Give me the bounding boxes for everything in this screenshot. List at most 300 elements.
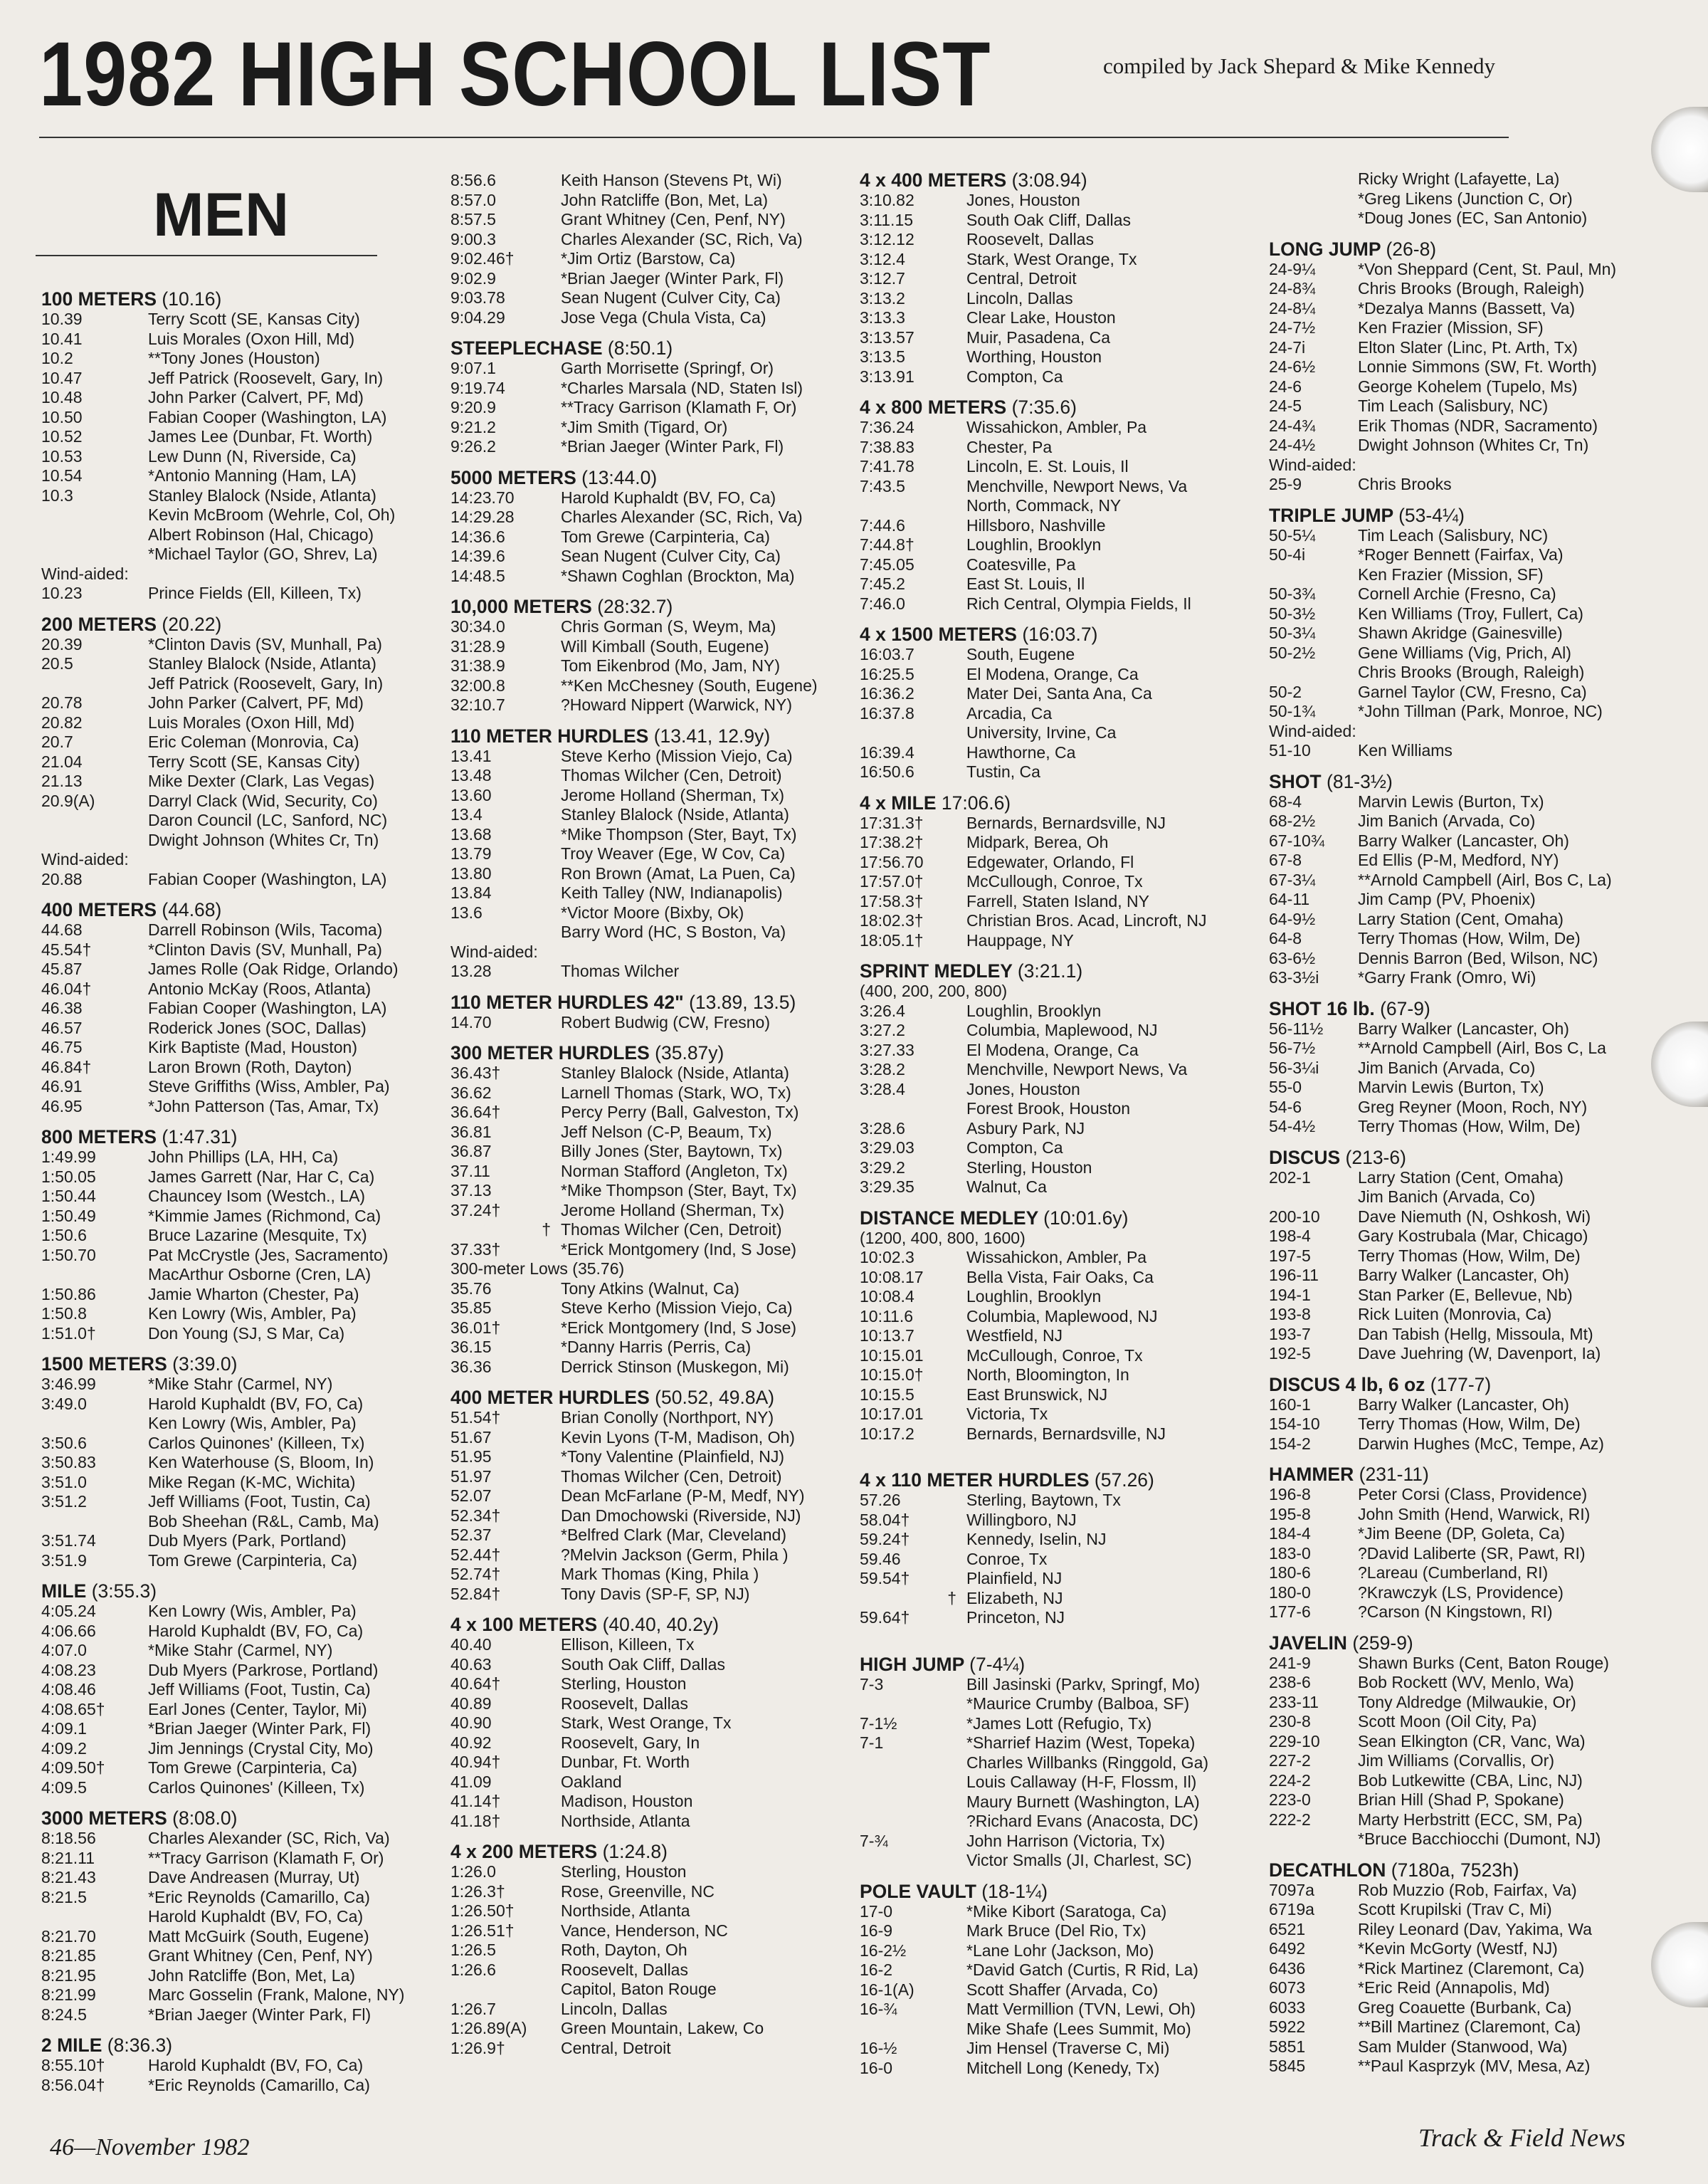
result-mark [41,505,148,525]
result-athlete: South Oak Cliff, Dallas [966,210,1131,229]
result-row [450,171,845,191]
result-athlete: Ed Ellis (P-M, Medford, NY) [1358,851,1559,869]
result-athlete: Keith Talley (NW, Indianapolis) [561,883,783,902]
event-standard: 17:06.6) [941,792,1011,814]
result-athlete: ?Howard Nippert (Warwick, NY) [561,695,793,714]
result-row [860,704,1258,724]
result-mark: 21.13 [41,772,83,790]
result-athlete: Jim Williams (Corvallis, Or) [1358,1751,1554,1770]
result-athlete: Keith Hanson (Stevens Pt, Wi) [561,171,782,189]
result-mark [860,1851,966,1871]
result-row [450,1358,845,1377]
result-mark: 233-11 [1269,1692,1319,1711]
result-row [860,1138,1258,1158]
result-row [1269,949,1682,969]
result-athlete: Thomas Wilcher (Cen, Detroit) [561,1220,782,1239]
result-row [1269,279,1682,299]
result-athlete: Albert Robinson (Hal, Chicago) [148,525,374,544]
result-row [1269,1920,1682,1940]
result-athlete [129,565,440,584]
result-row [860,347,1258,367]
result-mark: 51.95 [450,1447,492,1466]
column-2 [450,171,845,2058]
result-athlete: Dave Juehring (W, Davenport, Ia) [1358,1344,1601,1363]
result-athlete: *Charles Marsala (ND, Staten Isl) [561,378,803,397]
result-athlete: *Brian Jaeger (Winter Park, Fl) [561,268,784,288]
result-mark: 20.7 [41,733,73,751]
result-athlete: Tom Grewe (Carpinteria, Ca) [148,1550,357,1570]
result-athlete: Bruce Lazarine (Mesquite, Tx) [148,1226,367,1244]
result-row [860,743,1258,763]
result-mark: 50-2 [1269,682,1302,701]
result-row [450,1447,845,1467]
event-standard: (53-4¼) [1398,504,1465,526]
result-athlete: Northside, Atlanta [561,1811,690,1830]
result-row [860,1812,1258,1832]
result-mark: 44.68 [41,920,83,939]
result-athlete: Stark, West Orange, Tx [561,1713,732,1732]
result-mark: 10:15.5 [860,1385,914,1404]
result-row [450,1773,845,1792]
result-mark: 184-4 [1269,1524,1311,1543]
result-athlete: ?Carson (N Kingstown, RI) [1358,1602,1553,1621]
result-mark: 35.85 [450,1298,492,1317]
event-standard: (35.87y) [655,1042,724,1064]
result-row [860,2059,1258,2079]
result-row [450,786,845,806]
result-athlete: Westfield, NJ [966,1326,1063,1345]
result-athlete: **Arnold Campbell (Airl, Bos C, La) [1358,870,1612,889]
result-row [41,1167,440,1187]
result-mark: 59.54† [860,1569,910,1587]
result-mark: 40.89 [450,1694,492,1713]
result-mark: 229-10 [1269,1731,1320,1750]
compiled-by-credit: compiled by Jack Shepard & Mike Kennedy [1103,53,1495,78]
result-row [1269,1434,1682,1454]
result-row [860,723,1258,743]
result-athlete: James Rolle (Oak Ridge, Orlando) [148,960,399,978]
result-mark: 154-2 [1269,1434,1311,1453]
result-mark: 17:57.0† [860,872,924,891]
result-mark: 8:21.99 [41,1985,96,2004]
event-section [860,1654,1258,1871]
result-row [450,1882,845,1902]
result-athlete: *Clinton Davis (SV, Munhall, Pa) [148,940,382,959]
event-section [1269,505,1682,761]
result-row [41,349,440,369]
result-row [450,359,845,379]
event-heading [860,1469,1258,1491]
result-athlete: *Shawn Coghlan (Brockton, Ma) [561,566,795,585]
result-mark: 1:26.5 [450,1941,496,1959]
result-mark: 3:27.2 [860,1021,905,1039]
result-athlete: *Erick Montgomery (Ind, S Jose) [561,1239,797,1259]
result-row [450,547,845,567]
result-mark: 63-3½i [1269,968,1319,987]
result-row [450,1506,845,1526]
result-athlete: Charles Willbanks (Ringgold, Ga) [966,1753,1209,1772]
result-mark [41,674,148,694]
result-mark: 10.39 [41,310,83,328]
result-mark: 1:51.0† [41,1323,96,1343]
result-athlete: Columbia, Maplewood, NJ [966,1306,1158,1325]
result-athlete: Victor Smalls (JI, Charlest, SC) [966,1851,1192,1869]
result-row [41,584,440,604]
result-mark [1269,1829,1358,1849]
result-row [1269,851,1682,871]
result-athlete: John Ratcliffe (Bon, Met, La) [148,1965,356,1985]
result-athlete: Scott Shaffer (Arvada, Co) [966,1980,1159,1999]
result-athlete: Ellison, Killeen, Tx [561,1635,695,1654]
result-mark: 52.34† [450,1506,501,1525]
result-athlete: Mark Thomas (King, Phila ) [561,1565,759,1583]
result-row [860,1773,1258,1792]
event-heading [41,1353,440,1375]
result-row [1269,189,1682,209]
event-name: SPRINT MEDLEY [860,960,1013,982]
result-athlete: Jones, Houston [966,191,1080,209]
result-mark: 20.39 [41,634,83,653]
result-mark: 10:11.6 [860,1306,914,1325]
result-row [1269,1829,1682,1849]
result-mark: 40.94† [450,1753,501,1771]
result-mark: 5922 [1269,2017,1306,2036]
result-athlete: Chester, Pa [966,437,1053,456]
result-athlete: John Harrison (Victoria, Tx) [966,1831,1166,1850]
result-mark: 3:12.12 [860,230,914,248]
result-mark: 6033 [1269,1997,1306,2017]
result-mark: 4:09.5 [41,1778,87,1797]
result-athlete: ?Richard Evans (Anacosta, DC) [966,1812,1198,1830]
result-mark: 195-8 [1269,1504,1311,1523]
result-athlete: Troy Weaver (Ege, W Cov, Ca) [561,844,786,863]
result-mark: Wind-aided: [450,942,538,961]
result-row [41,811,440,831]
event-standard: (7180a, 7523h) [1391,1859,1519,1881]
result-mark: 36.64† [450,1103,501,1121]
result-mark: 3:29.03 [860,1138,914,1157]
result-athlete: Hillsboro, Nashville [966,515,1106,535]
result-row [860,853,1258,873]
result-mark: 3:51.2 [41,1492,87,1511]
result-row [41,2005,440,2025]
result-athlete: Jim Camp (PV, Phoenix) [1358,890,1536,908]
result-mark [1269,209,1358,229]
event-heading [1269,1147,1682,1168]
result-row [450,1812,845,1832]
event-name: 4 x MILE [860,792,937,814]
result-row [450,1655,845,1675]
result-mark: 10:08.4 [860,1287,914,1306]
result-row [1269,968,1682,988]
result-mark: 50-3¾ [1269,584,1316,603]
result-athlete: Green Mountain, Lakew, Co [561,2019,764,2037]
result-athlete: *Victor Moore (Bixby, Ok) [561,903,744,922]
event-standard: (8:36.3) [107,2035,173,2056]
result-mark: 56-11½ [1269,1019,1324,1038]
result-row [1269,456,1682,476]
result-mark: 7:43.5 [860,476,905,495]
event-standard: (1:47.31) [162,1126,238,1148]
result-row [450,1279,845,1299]
result-mark: 3:12.4 [860,249,905,268]
result-athlete: **Tony Jones (Houston) [148,349,320,367]
result-row [450,1694,845,1714]
result-athlete: Jose Vega (Chula Vista, Ca) [561,308,766,327]
event-section [860,624,1258,782]
result-athlete: Dave Niemuth (N, Oshkosh, Wi) [1358,1207,1591,1226]
result-athlete: James Garrett (Nar, Har C, Ca) [148,1167,375,1186]
result-row [1269,1583,1682,1603]
result-athlete: Charles Alexander (SC, Rich, Va) [561,229,803,248]
result-mark: 223-0 [1269,1790,1311,1809]
result-row [41,792,440,812]
event-legs: (400, 200, 200, 800) [860,982,1008,1000]
result-athlete: Wissahickon, Ambler, Pa [966,1248,1147,1266]
result-row [41,1946,440,1966]
result-row [41,1246,440,1266]
result-mark [1269,1187,1358,1207]
result-row [450,923,845,943]
result-mark: 9:21.2 [450,417,496,436]
event-heading [860,960,1258,982]
result-row [41,1739,440,1759]
result-row [1269,1305,1682,1325]
result-row [1269,1959,1682,1979]
result-athlete: Terry Scott (SE, Kansas City) [148,310,360,328]
result-mark: 40.64† [450,1674,501,1693]
result-mark: 7:44.6 [860,515,905,535]
result-mark: 9:03.78 [450,288,505,307]
result-mark: 46.84† [41,1057,92,1076]
result-row [41,1226,440,1246]
result-mark: 3:50.83 [41,1453,96,1471]
event-heading [450,992,845,1013]
result-row [41,427,440,447]
result-mark: 193-7 [1269,1324,1311,1343]
result-mark: 25-9 [1269,475,1302,493]
result-athlete: Christian Bros. Acad, Lincroft, NJ [966,911,1207,930]
result-athlete: Madison, Houston [561,1792,693,1810]
event-heading [41,899,440,920]
result-athlete: *John Tillman (Park, Monroe, NC) [1358,702,1603,720]
result-athlete: Ken Lowry (Wis, Ambler, Pa) [148,1602,357,1620]
result-mark: 24-6 [1269,377,1302,396]
result-mark: 8:55.10† [41,2056,105,2074]
result-mark: 198-4 [1269,1227,1311,1245]
result-row [860,289,1258,309]
result-athlete: Hauppage, NY [966,930,1074,950]
section-heading-men: MEN [36,182,377,256]
result-athlete: Fabian Cooper (Washington, LA) [148,407,387,426]
result-mark: 10:15.01 [860,1345,924,1365]
result-athlete: Mike Dexter (Clark, Las Vegas) [148,772,375,790]
event-standard: (7-4¼) [969,1653,1026,1675]
result-row [41,369,440,389]
result-row [1269,526,1682,546]
result-row [41,486,440,506]
event-heading [41,2035,440,2056]
result-athlete: Tony Davis (SP-F, SP, NJ) [561,1584,750,1603]
result-mark [860,723,966,743]
result-row [41,1829,440,1849]
result-row [1269,1414,1682,1434]
result-mark: 13.84 [450,883,492,902]
result-mark: 13.4 [450,805,483,824]
result-athlete: Columbia, Maplewood, NJ [966,1021,1158,1039]
result-athlete: ?Lareau (Cumberland, RI) [1358,1563,1549,1582]
result-athlete: Jim Jennings (Crystal City, Mo) [148,1738,374,1758]
result-mark: 192-5 [1269,1344,1311,1363]
result-athlete: Lincoln, E. St. Louis, Il [966,457,1129,476]
result-row [860,1589,1258,1609]
result-athlete: South Oak Cliff, Dallas [561,1654,725,1674]
result-mark: 7-1½ [860,1713,897,1733]
result-athlete: George Kohelem (Tupelo, Ms) [1358,377,1578,396]
event-heading [41,614,440,635]
result-row [450,766,845,786]
result-mark: 13.6 [450,903,483,922]
result-row [450,527,845,547]
result-mark: 3:10.82 [860,191,914,209]
result-mark: 40.63 [450,1654,492,1674]
result-row [860,308,1258,328]
result-athlete: Harold Kuphaldt (BV, FO, Ca) [148,1621,364,1640]
result-mark: 3:51.9 [41,1550,87,1570]
result-row [860,418,1258,438]
result-row [450,1901,845,1921]
result-mark: 52.74† [450,1565,501,1583]
result-row [450,1064,845,1083]
result-mark: 13.80 [450,863,492,883]
result-row [1269,1693,1682,1713]
result-athlete: Dean McFarlane (P-M, Medf, NY) [561,1486,805,1505]
result-mark: 183-0 [1269,1543,1311,1563]
result-mark: 1:50.6 [41,1226,87,1244]
result-athlete: Dave Andreasen (Murray, Ut) [148,1868,360,1886]
result-row [450,1960,845,1980]
result-athlete: Edgewater, Orlando, Fl [966,852,1134,871]
result-athlete: Kevin McBroom (Wehrle, Col, Oh) [148,505,396,524]
result-mark [1269,189,1358,209]
result-mark: Wind-aided: [1269,455,1356,474]
result-row [450,2019,845,2039]
result-athlete [1356,456,1682,476]
result-row [1269,1246,1682,1266]
result-mark: 4:05.24 [41,1602,96,1620]
result-mark: 180-6 [1269,1563,1311,1582]
result-mark: 3:13.57 [860,327,914,347]
result-athlete: Thomas Wilcher [561,962,680,980]
result-athlete: John Parker (Calvert, PF, Md) [148,693,364,712]
event-name: 400 METER HURDLES [450,1387,650,1408]
result-row [1269,1544,1682,1564]
result-athlete: Menchville, Newport News, Va [966,476,1188,495]
result-row [860,1248,1258,1268]
result-athlete: *Mike Kibort (Saratoga, Ca) [966,1901,1167,1921]
event-heading [450,725,845,747]
result-mark: 20.5 [41,654,73,673]
event-standard: (3:08.94) [1011,169,1087,191]
result-athlete: *Lane Lohr (Jackson, Mo) [966,1941,1154,1960]
result-row [1269,397,1682,416]
event-name: DISCUS 4 lb, 6 oz [1269,1373,1425,1395]
result-mark: 7:46.0 [860,594,905,613]
result-row [1269,565,1682,585]
result-row [1269,624,1682,644]
result-athlete: *Sharrief Hazim (West, Topeka) [966,1733,1196,1752]
result-athlete: Stanley Blalock (Nside, Atlanta) [561,805,789,824]
result-row [1269,792,1682,812]
event-section [860,960,1258,1197]
result-athlete: *Mike Stahr (Carmel, NY) [148,1641,333,1659]
result-row [450,883,845,903]
result-athlete: Shawn Burks (Cent, Baton Rouge) [1358,1653,1609,1672]
result-mark [41,545,148,565]
result-athlete: Plainfield, NJ [966,1569,1063,1587]
result-row [450,1013,845,1033]
event-name: 4 x 1500 METERS [860,624,1017,645]
result-athlete: Bob Rockett (WV, Menlo, Wa) [1358,1673,1574,1691]
result-athlete: Bernards, Bernardsville, NJ [966,1424,1166,1443]
result-row [860,762,1258,782]
result-row [41,772,440,792]
event-heading [860,1881,1258,1902]
result-athlete: Chris Gorman (S, Weym, Ma) [561,617,776,636]
result-athlete: Scott Moon (Oil City, Pa) [1358,1712,1537,1731]
result-athlete: El Modena, Orange, Ca [966,664,1139,683]
result-row [860,1119,1258,1139]
event-standard: (16:03.7) [1022,624,1098,645]
result-athlete: Northside, Atlanta [561,1901,690,1920]
event-name: 4 x 800 METERS [860,397,1007,418]
result-mark: 238-6 [1269,1673,1311,1691]
event-name: 3000 METERS [41,1807,167,1829]
result-mark [41,1512,148,1532]
event-heading [1269,1464,1682,1485]
result-row [41,1778,440,1798]
result-row [1269,475,1682,495]
result-athlete: **Arnold Campbell (Airl, Bos C, La [1358,1039,1606,1057]
result-athlete: Brian Hill (Shad P, Spokane) [1358,1790,1564,1809]
result-row [860,1569,1258,1589]
result-row [1269,1505,1682,1525]
result-athlete: Jim Banich (Arvada, Co) [1358,1187,1536,1206]
result-row [1269,1602,1682,1622]
result-mark: 7097a [1269,1880,1314,1899]
result-row [41,1077,440,1097]
result-athlete: John Phillips (LA, HH, Ca) [148,1148,339,1166]
result-athlete: Harold Kuphaldt (BV, FO, Ca) [148,1394,364,1413]
result-athlete: Steve Kerho (Mission Viejo, Ca) [561,746,793,765]
result-row [1269,1019,1682,1039]
result-mark: 8:24.5 [41,2005,87,2024]
event-heading [860,1207,1258,1229]
result-mark: 1:50.49 [41,1206,96,1225]
column-1 [41,288,440,2095]
result-mark [1269,169,1358,189]
result-row [1269,1187,1682,1207]
result-row [41,1700,440,1720]
result-mark: 58.04† [860,1510,910,1529]
result-mark: 14:39.6 [450,547,505,565]
result-mark: 63-6½ [1269,948,1316,967]
result-mark: 41.14† [450,1792,501,1810]
result-row [450,2039,845,2059]
event-section [450,467,845,587]
result-mark: 3:13.5 [860,347,905,366]
result-athlete: *Bruce Bacchiocchi (Dumont, NJ) [1358,1829,1601,1848]
